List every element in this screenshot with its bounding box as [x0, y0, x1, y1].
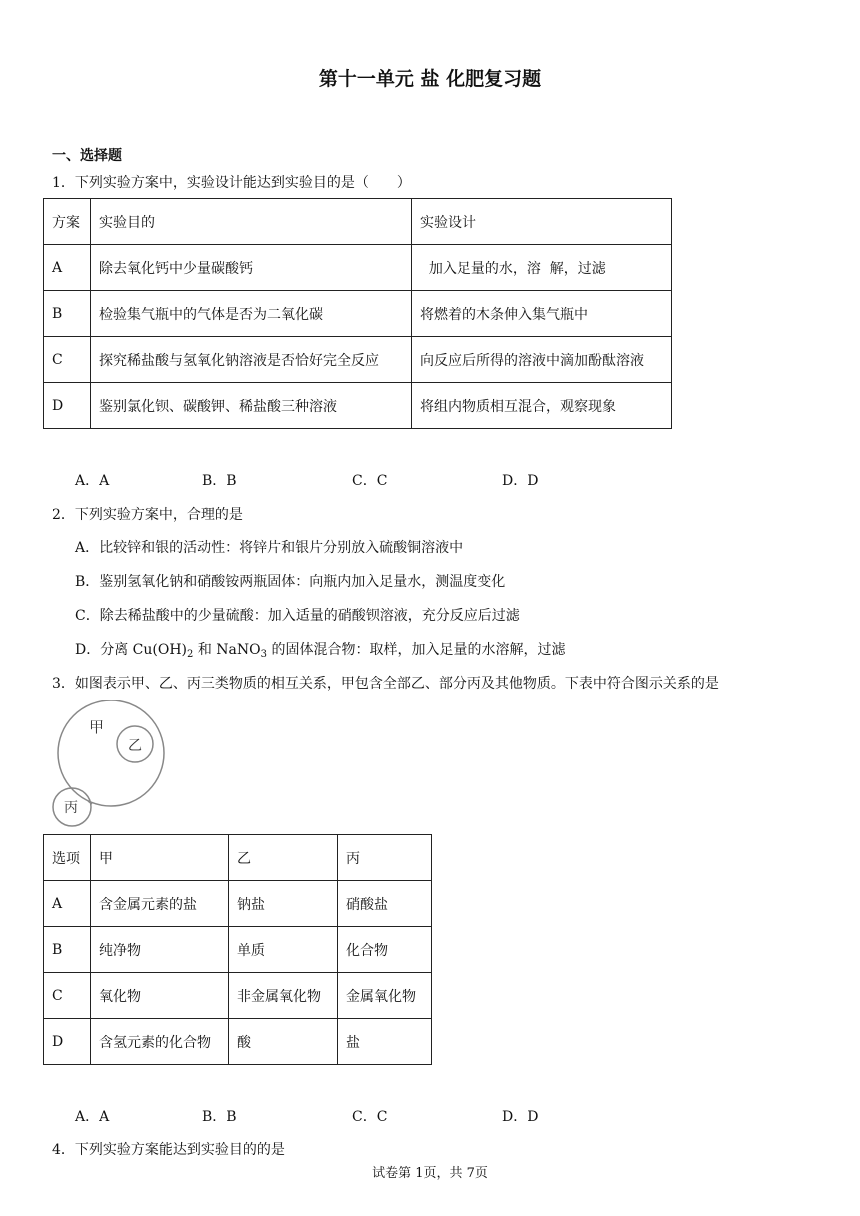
- q2-option-d[interactable]: [75, 639, 565, 659]
- table-row: [44, 337, 672, 383]
- table-cell: 金属氧化物: [338, 973, 432, 1019]
- table-cell: C: [44, 337, 91, 383]
- table-cell: 氧化物: [91, 973, 229, 1019]
- table-cell: 硝酸盐: [338, 881, 432, 927]
- page-title: 第十一单元 盐 化肥复习题: [318, 68, 542, 90]
- q2-option-d-mid: 和 NaNO: [193, 642, 261, 658]
- table-cell: 将燃着的木条伸入集气瓶中: [412, 291, 672, 337]
- table-row: [44, 291, 672, 337]
- table-cell: 钠盐: [229, 881, 338, 927]
- table-cell: 鉴别氯化钡、碳酸钾、稀盐酸三种溶液: [91, 383, 412, 429]
- q1-option-b[interactable]: B．B: [202, 473, 237, 489]
- yi-label: 乙: [128, 738, 142, 754]
- table-header-cell: 丙: [338, 835, 432, 881]
- q2-option-d-sub1: 2: [187, 649, 194, 660]
- table-row: [44, 835, 432, 881]
- table-cell: 探究稀盐酸与氢氧化钠溶液是否恰好完全反应: [91, 337, 412, 383]
- q3-table: [43, 834, 432, 1065]
- q4-stem: 4．下列实验方案能达到实验目的的是: [52, 1142, 285, 1158]
- table-header-cell: 选项: [44, 835, 91, 881]
- table-cell: 酸: [229, 1019, 338, 1065]
- table-cell: 化合物: [338, 927, 432, 973]
- table-cell: B: [44, 927, 91, 973]
- table-cell: 单质: [229, 927, 338, 973]
- table-header-cell: 实验目的: [91, 199, 412, 245]
- q2-option-a[interactable]: A．比较锌和银的活动性：将锌片和银片分别放入硫酸铜溶液中: [75, 540, 464, 556]
- table-cell: 非金属氧化物: [229, 973, 338, 1019]
- table-cell: 除去氧化钙中少量碳酸钙: [91, 245, 412, 291]
- page-footer: 试卷第 1页，共 7页: [372, 1166, 488, 1181]
- q2-option-b[interactable]: B．鉴别氢氧化钠和硝酸铵两瓶固体：向瓶内加入足量水，测温度变化: [75, 574, 506, 590]
- q2-option-d-sub2: 3: [260, 649, 267, 660]
- bing-label: 丙: [64, 800, 78, 816]
- q2-option-c[interactable]: C．除去稀盐酸中的少量硫酸：加入适量的硝酸钡溶液，充分反应后过滤: [75, 608, 520, 624]
- table-row: [44, 927, 432, 973]
- table-cell: 含金属元素的盐: [91, 881, 229, 927]
- q3-option-c[interactable]: C．C: [352, 1109, 388, 1125]
- q1-option-d[interactable]: D．D: [502, 473, 539, 489]
- table-cell: 向反应后所得的溶液中滴加酚酞溶液: [412, 337, 672, 383]
- table-row: [44, 1019, 432, 1065]
- table-row: [44, 881, 432, 927]
- table-cell: B: [44, 291, 91, 337]
- venn-diagram: [48, 700, 173, 832]
- table-header-cell: 实验设计: [412, 199, 672, 245]
- table-cell: 纯净物: [91, 927, 229, 973]
- jia-circle: [58, 700, 164, 806]
- q3-stem: 3．如图表示甲、乙、丙三类物质的相互关系，甲包含全部乙、部分丙及其他物质。下表中符合图示关系的是: [52, 676, 719, 692]
- table-row: [44, 973, 432, 1019]
- table-cell: D: [44, 1019, 91, 1065]
- jia-label: 甲: [89, 718, 105, 736]
- table-cell: 将组内物质相互混合，观察现象: [412, 383, 672, 429]
- q1-table: [43, 198, 672, 429]
- q1-option-c[interactable]: C．C: [352, 473, 388, 489]
- q1-option-a[interactable]: A．A: [75, 473, 110, 489]
- q3-option-a[interactable]: A．A: [75, 1109, 110, 1125]
- table-cell: C: [44, 973, 91, 1019]
- q3-option-b[interactable]: B．B: [202, 1109, 237, 1125]
- table-cell: 含氢元素的化合物: [91, 1019, 229, 1065]
- table-header-cell: 乙: [229, 835, 338, 881]
- table-row: [44, 199, 672, 245]
- q1-stem: 1．下列实验方案中，实验设计能达到实验目的是（ ）: [52, 175, 411, 191]
- table-row: [44, 245, 672, 291]
- q3-option-d[interactable]: D．D: [502, 1109, 539, 1125]
- section-heading: 一、选择题: [52, 148, 122, 164]
- table-row: [44, 383, 672, 429]
- table-header-cell: 甲: [91, 835, 229, 881]
- table-cell: D: [44, 383, 91, 429]
- table-cell: A: [44, 881, 91, 927]
- table-cell: 检验集气瓶中的气体是否为二氧化碳: [91, 291, 412, 337]
- q2-option-d-prefix: D．分离 Cu(OH): [75, 642, 188, 658]
- table-header-cell: 方案: [44, 199, 91, 245]
- q2-stem: 2．下列实验方案中，合理的是: [52, 507, 243, 523]
- table-cell: 盐: [338, 1019, 432, 1065]
- q2-option-d-suffix: 的固体混合物：取样，加入足量的水溶解，过滤: [267, 642, 566, 658]
- table-cell: A: [44, 245, 91, 291]
- table-cell: 加入足量的水，溶 解，过滤: [412, 245, 672, 291]
